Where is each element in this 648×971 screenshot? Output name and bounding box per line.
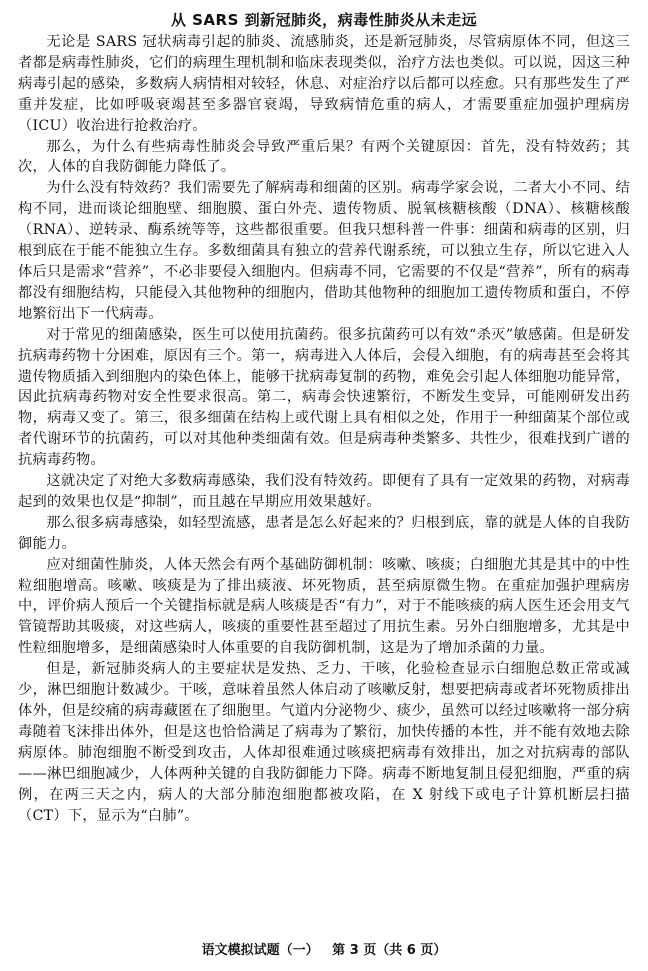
paragraph-4: 对于常见的细菌感染，医生可以使用抗菌药。很多抗菌药可以有效“杀灭”敏感菌。但是研发抗病毒药物十分困难，原因有三个。第一，病毒进入人体后，会侵入细胞，有的病毒甚至会将其遗传物质插入到细胞内的染色体上，能够干扰病毒复制的药物，难免会引起人体细胞功能异常，因此抗病毒药物对安全性要求很高。第二，病毒会快速繁衍，不断发生变异，可能刚研发出药物，病毒又变了。第三，很多细菌在结构上或代谢上具有相似之处，作用于一种细菌某个部位或者代谢环节的抗菌药，可以对其他种类细菌有效。但是病毒种类繁多、共性少，很难找到广谱的抗病毒药物。 (18, 326, 630, 469)
article-body (18, 32, 630, 826)
paragraph-5: 这就决定了对绝大多数病毒感染，我们没有特效药。即便有了具有一定效果的药物，对病毒起到的效果也仅是“抑制”，而且越在早期应用效果越好。 (18, 473, 630, 510)
paragraph-7: 应对细菌性肺炎，人体天然会有两个基础防御机制：咳嗽、咳痰；白细胞尤其是其中的中性粒细胞增高。咳嗽、咳痰是为了排出痰液、坏死物质，甚至病原微生物。在重症加强护理病房中，评价病人预后一个关键指标就是病人咳痰是否“有力”，对于不能咳痰的病人医生还会用支气管镜帮助其吸痰，对这些病人，咳痰的重要性甚至超过了用抗生素。另外白细胞增多，尤其是中性粒细胞增多，是细菌感染时人体重要的自我防御机制，这是为了增加杀菌的力量。 (18, 556, 630, 657)
paragraph-1: 无论是 SARS 冠状病毒引起的肺炎、流感肺炎，还是新冠肺炎，尽管病原体不同，但这三者都是病毒性肺炎，它们的病理生理机制和临床表现类似，治疗方法也类似。可以说，因这三种病毒引起的感染，多数病人病情相对较轻，休息、对症治疗以后都可以痊愈。只有那些发生了严重并发症，比如呼吸衰竭甚至多器官衰竭，导致病情危重的病人，才需要重症加强护理病房（ICU）收治进行抢救治疗。 (18, 34, 630, 134)
paragraph-8: 但是，新冠肺炎病人的主要症状是发热、乏力、干咳，化验检查显示白细胞总数正常或减少，淋巴细胞计数减少。干咳，意味着虽然人体启动了咳嗽反射，想要把病毒或者坏死物质排出体外，但是绞痛的病毒藏匿在了细胞里。气道内分泌物少、痰少，虽然可以经过咳嗽将一部分病毒随着飞沫排出体外，但是这也恰恰满足了病毒为了繁衍，加快传播的本性，并不能有效地去除病原体。肺泡细胞不断受到攻击，人体却很难通过咳痰把病毒有效排出，加之对抗病毒的部队——淋巴细胞减少，人体两种关键的自我防御能力下降。病毒不断地复制且侵犯细胞，严重的病例，在两三天之内，病人的大部分肺泡细胞都被攻陷，在 X 射线下或电子计算机断层扫描（CT）下，显示为“白肺”。 (18, 661, 630, 824)
paragraph-2: 那么，为什么有些病毒性肺炎会导致严重后果？有两个关键原因：首先，没有特效药；其次，人体的自我防御能力降低了。 (18, 138, 630, 176)
paragraph-3: 为什么没有特效药？我们需要先了解病毒和细菌的区别。病毒学家会说，二者大小不同、结构不同，进而谈论细胞壁、细胞膜、蛋白外壳、遗传物质、脱氧核糖核酸（DNA）、核糖核酸（RNA）、逆转录、酶系统等等，这些都很重要。但我只想科普一件事：细菌和病毒的区别，归根到底在于能不能独立生存。多数细菌具有独立的营养代谢系统，可以独立生存，所以它进入人体后只是需求“营养”，不必非要侵入细胞内。但病毒不同，它需要的不仅是“营养”，所有的病毒都没有细胞结构，只能侵入其他物种的细胞内，借助其他物种的细胞加工遗传物质和蛋白，不停地繁衍出下一代病毒。 (18, 180, 630, 322)
article-title: 从 SARS 到新冠肺炎，病毒性肺炎从未走远 (170, 11, 478, 29)
page-footer: 语文模拟试题（一） 第 3 页（共 6 页） (201, 943, 447, 958)
paragraph-6: 那么很多病毒感染，如轻型流感，患者是怎么好起来的？归根到底，靠的就是人体的自我防御能力。 (18, 514, 630, 552)
